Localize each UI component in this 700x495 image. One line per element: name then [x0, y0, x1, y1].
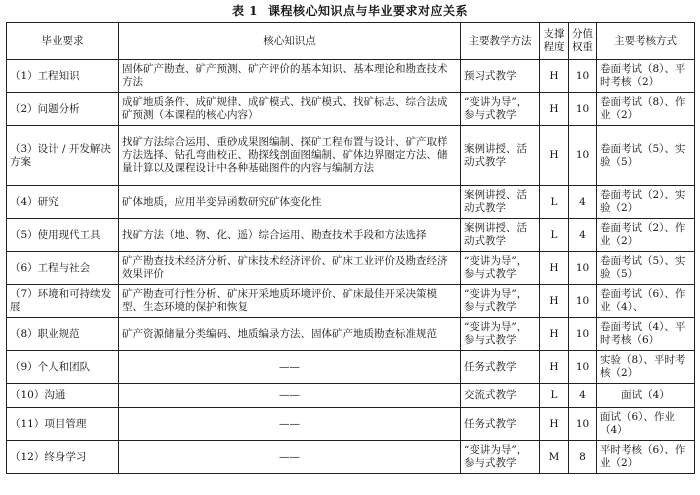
header-assessment: 主要考核方式 — [597, 23, 695, 60]
cell-assessment: 卷面考试（5）、实验（5） — [597, 126, 695, 186]
cell-weight: 4 — [569, 219, 597, 252]
cell-requirement: （12）终身学习 — [7, 441, 119, 474]
cell-knowledge: 矿体地质，应用半变异函数研究矿体变化性 — [119, 186, 461, 219]
cell-knowledge: 固体矿产勘查、矿产预测、矿产评价的基本知识、基本理论和勘查技术方法 — [119, 60, 461, 93]
cell-support: H — [540, 60, 569, 93]
cell-requirement: （8）职业规范 — [7, 318, 119, 351]
cell-support: M — [540, 441, 569, 474]
cell-knowledge-empty: —— — [119, 441, 461, 474]
cell-requirement: （9）个人和团队 — [7, 351, 119, 384]
cell-assessment: 卷面考试（6）、作业（4）、 — [597, 285, 695, 318]
cell-support: H — [540, 318, 569, 351]
cell-knowledge-empty: —— — [119, 408, 461, 441]
cell-method: 案例讲授、活动式教学 — [461, 126, 540, 186]
cell-knowledge-empty: —— — [119, 351, 461, 384]
table-caption — [0, 0, 700, 22]
cell-weight: 4 — [569, 384, 597, 408]
cell-weight: 10 — [569, 351, 597, 384]
cell-method: “变讲为导”，参与式教学 — [461, 318, 540, 351]
cell-requirement: （3）设计 / 开发解决方案 — [7, 126, 119, 186]
cell-method: 预习式教学 — [461, 60, 540, 93]
cell-weight: 10 — [569, 252, 597, 285]
table-row — [7, 93, 695, 126]
cell-method: “变讲为导”，参与式教学 — [461, 252, 540, 285]
cell-weight: 10 — [569, 285, 597, 318]
cell-weight: 10 — [569, 126, 597, 186]
table-row — [7, 219, 695, 252]
cell-weight: 10 — [569, 408, 597, 441]
header-weight: 分值权重 — [569, 23, 597, 60]
table-number: 表 1 — [231, 4, 258, 18]
cell-assessment: 卷面考试（2）、作业（2） — [597, 219, 695, 252]
table-row — [7, 408, 695, 441]
cell-method: “变讲为导”，参与式教学 — [461, 285, 540, 318]
cell-requirement: （1）工程知识 — [7, 60, 119, 93]
cell-weight: 10 — [569, 60, 597, 93]
cell-support: H — [540, 93, 569, 126]
cell-method: 案例讲授、活动式教学 — [461, 186, 540, 219]
header-support: 支撑程度 — [540, 23, 569, 60]
cell-knowledge: 找矿方法（地、物、化、遥）综合运用、勘查技术手段和方法选择 — [119, 219, 461, 252]
header-row — [7, 23, 695, 60]
cell-assessment: 面试（6）、作业（4） — [597, 408, 695, 441]
cell-method: 任务式教学 — [461, 408, 540, 441]
table-row — [7, 252, 695, 285]
cell-support: L — [540, 219, 569, 252]
cell-support: H — [540, 285, 569, 318]
table-row — [7, 441, 695, 474]
table-row — [7, 318, 695, 351]
cell-knowledge: 矿产勘查可行性分析、矿床开采地质环境评价、矿床最佳开采决策模型、生态环境的保护和恢复 — [119, 285, 461, 318]
cell-requirement: （7）环境和可持续发展 — [7, 285, 119, 318]
cell-method: “变讲为导”，参与式教学 — [461, 441, 540, 474]
cell-weight: 8 — [569, 441, 597, 474]
cell-knowledge: 矿产资源储量分类编码、地质编录方法、固体矿产地质勘查标准规范 — [119, 318, 461, 351]
cell-assessment: 卷面考试（2）、实验（2） — [597, 186, 695, 219]
cell-knowledge: 找矿方法综合运用、重砂成果图编制、探矿工程布置与设计、矿产取样方法选择、钻孔弯曲校正、勘探线剖面图编制、矿体边界圈定方法、储量计算以及课程设计中各种基础图件的内容与编制方法 — [119, 126, 461, 186]
cell-support: H — [540, 408, 569, 441]
cell-support: L — [540, 384, 569, 408]
cell-assessment: 平时考核（6）、作业（2） — [597, 441, 695, 474]
cell-support: H — [540, 126, 569, 186]
cell-assessment: 卷面考试（8）、平时考核（2） — [597, 60, 695, 93]
cell-support: L — [540, 186, 569, 219]
cell-weight: 10 — [569, 318, 597, 351]
table-title: 课程核心知识点与毕业要求对应关系 — [268, 4, 469, 18]
cell-knowledge: 成矿地质条件、成矿规律、成矿模式、找矿模式、找矿标志、综合法成矿预测（本课程的核心内容） — [119, 93, 461, 126]
table-row — [7, 285, 695, 318]
cell-support: H — [540, 252, 569, 285]
cell-assessment: 面试（4） — [597, 384, 695, 408]
cell-assessment: 卷面考试（4）、平时考核（6） — [597, 318, 695, 351]
table-row — [7, 351, 695, 384]
table-row — [7, 384, 695, 408]
cell-requirement: （4）研究 — [7, 186, 119, 219]
cell-knowledge: 矿产勘查技术经济分析、矿床技术经济评价、矿床工业评价及勘查经济效果评价 — [119, 252, 461, 285]
requirements-table — [6, 22, 695, 474]
cell-support: H — [540, 351, 569, 384]
cell-assessment: 卷面考试（5）、实验（5） — [597, 252, 695, 285]
header-knowledge: 核心知识点 — [119, 23, 461, 60]
cell-requirement: （6）工程与社会 — [7, 252, 119, 285]
cell-requirement: （10）沟通 — [7, 384, 119, 408]
cell-knowledge-empty: —— — [119, 384, 461, 408]
table-row — [7, 60, 695, 93]
table-row — [7, 126, 695, 186]
cell-requirement: （5）使用现代工具 — [7, 219, 119, 252]
table-row — [7, 186, 695, 219]
header-method: 主要教学方法 — [461, 23, 540, 60]
cell-method: 任务式教学 — [461, 351, 540, 384]
cell-weight: 10 — [569, 93, 597, 126]
cell-method: 交流式教学 — [461, 384, 540, 408]
cell-requirement: （2）问题分析 — [7, 93, 119, 126]
cell-assessment: 实验（8）、平时考核（2） — [597, 351, 695, 384]
cell-method: “变讲为导”，参与式教学 — [461, 93, 540, 126]
cell-weight: 4 — [569, 186, 597, 219]
header-requirement: 毕业要求 — [7, 23, 119, 60]
cell-assessment: 卷面考试（8）、作业（2） — [597, 93, 695, 126]
cell-method: 案例讲授、活动式教学 — [461, 219, 540, 252]
cell-requirement: （11）项目管理 — [7, 408, 119, 441]
